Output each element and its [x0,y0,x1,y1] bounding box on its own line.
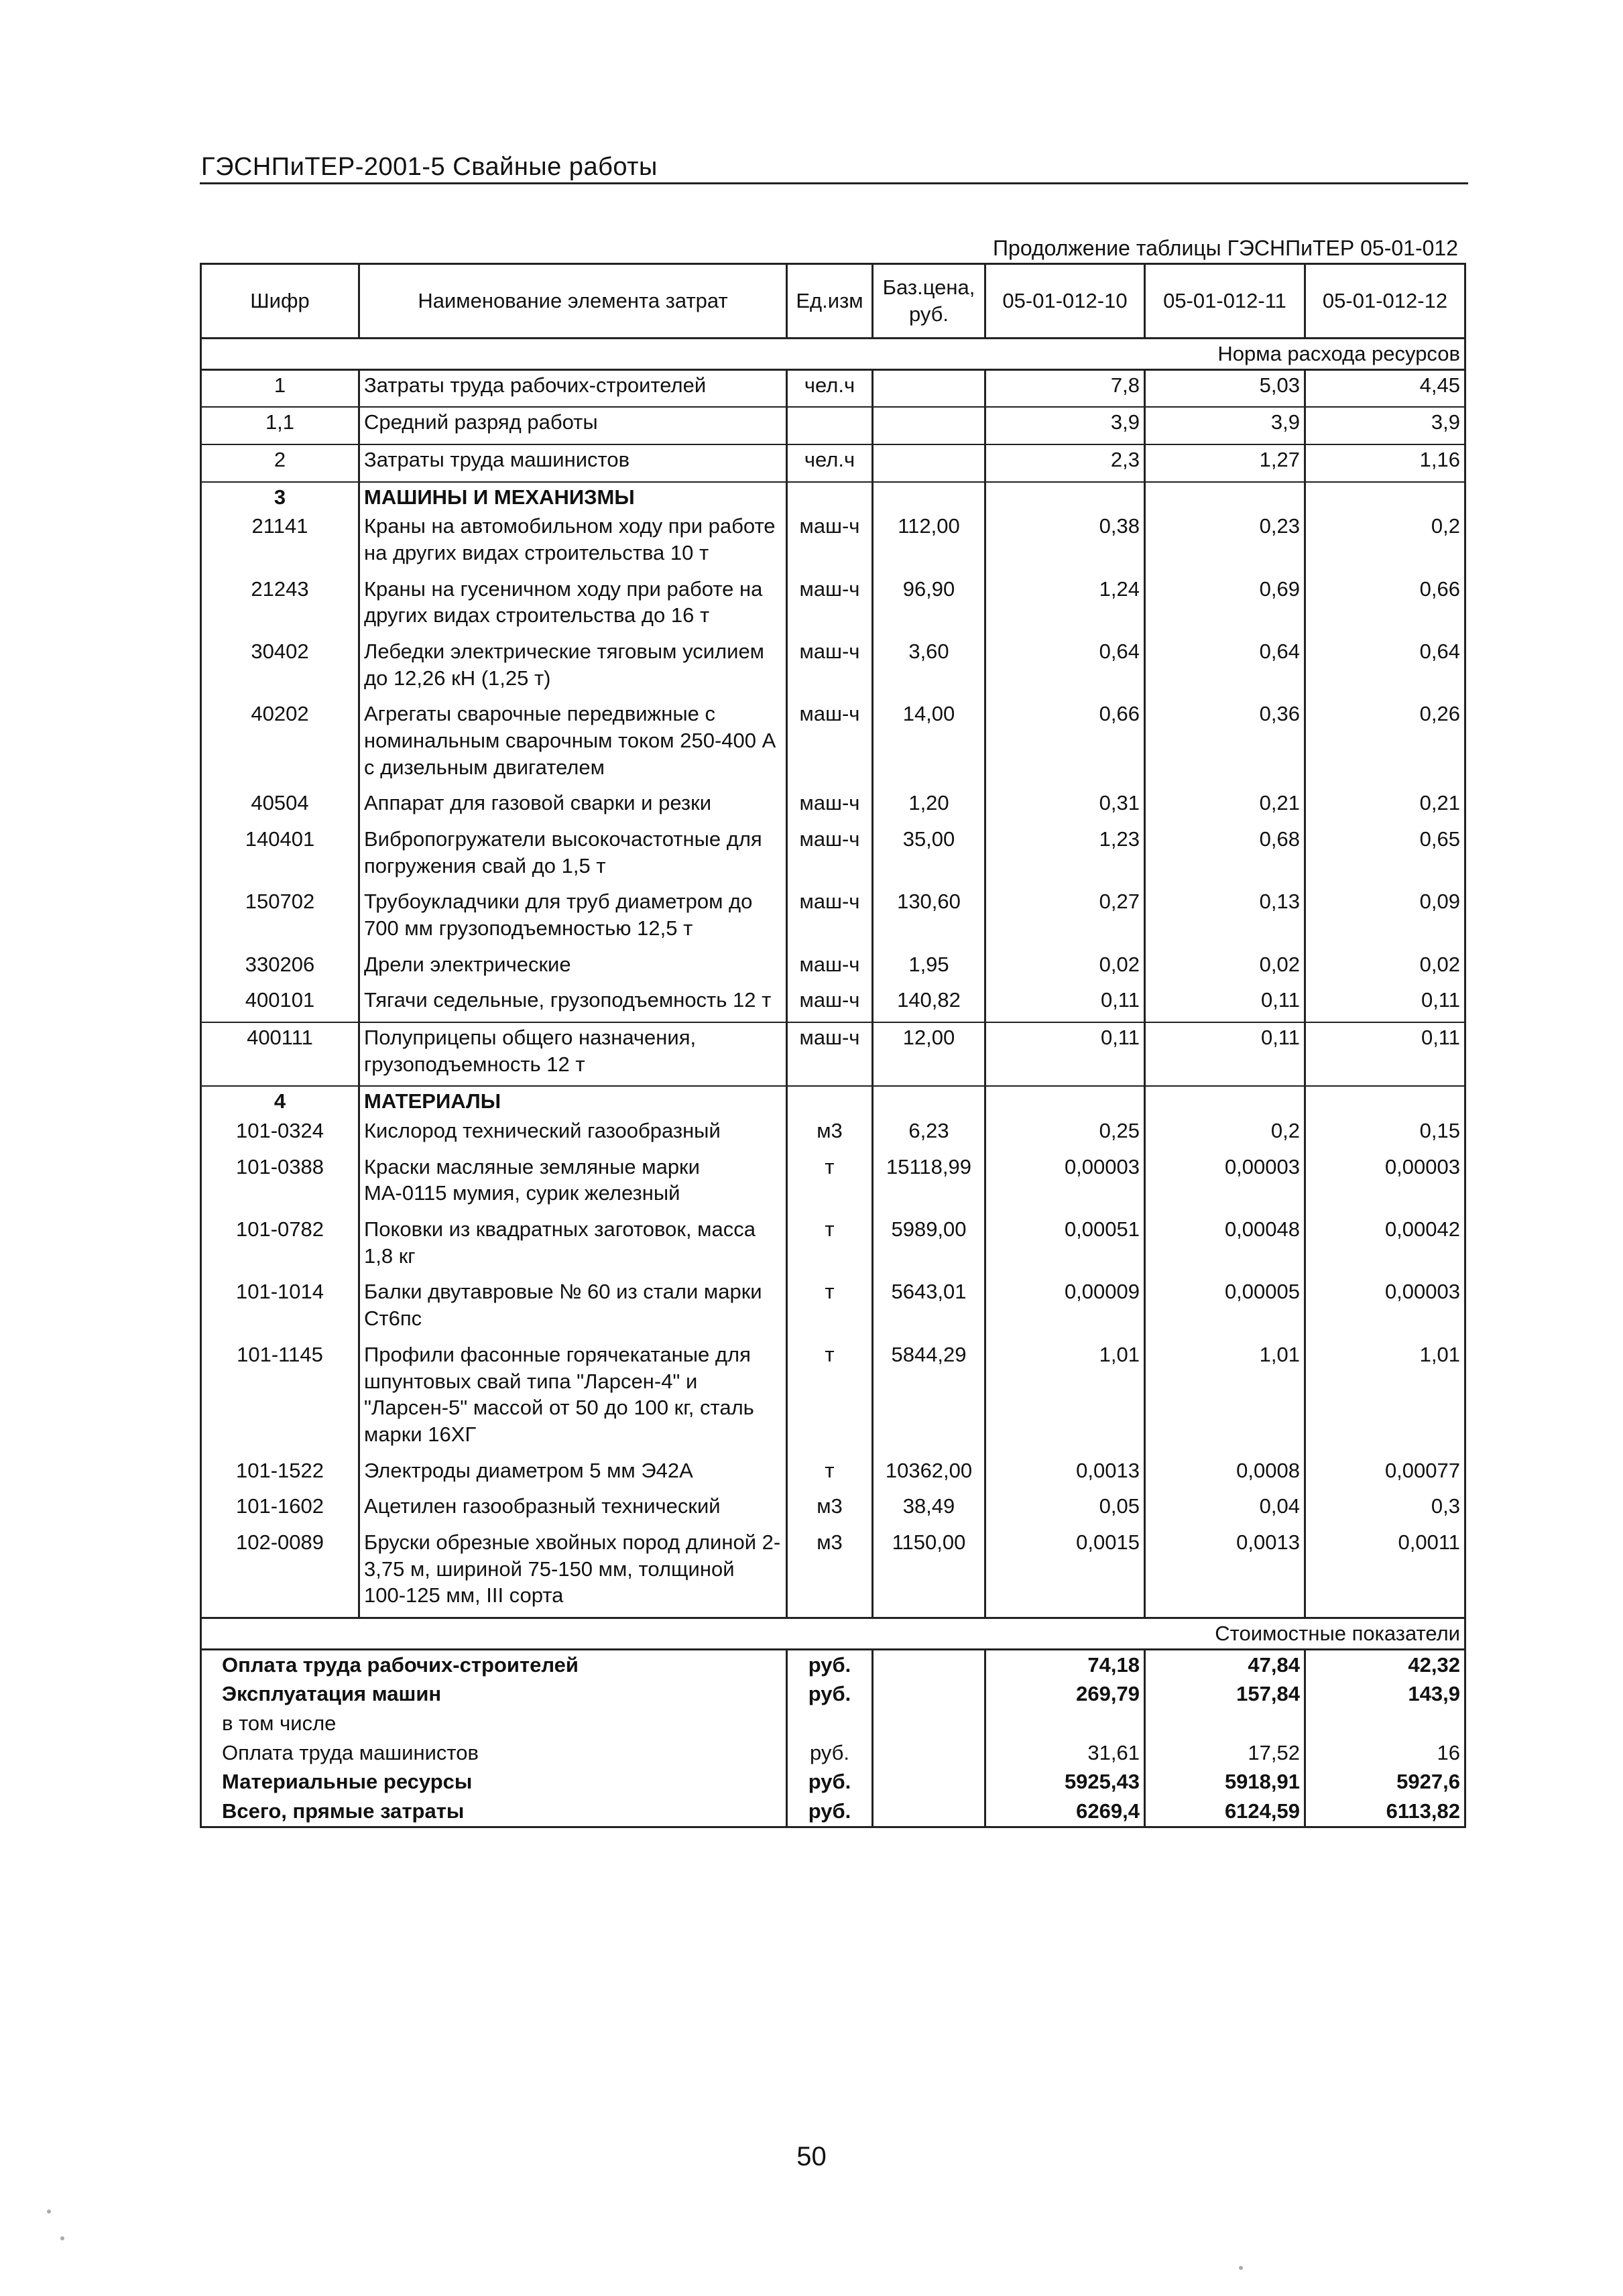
cell-v1 [985,482,1145,512]
cell-name: Профили фасонные горячекатаные для шпунтовых свай типа "Ларсен-4" и "Ларсен-5" массой от 50 до 100 кг, сталь марки 16ХГ [359,1340,787,1456]
col-header-base-price: Баз.цена, руб. [873,264,985,339]
cell-code: 101-1145 [201,1340,359,1456]
cell-code: 40202 [201,699,359,788]
cell-v3: 0,66 [1305,575,1465,637]
cell-base-price [873,407,985,444]
cell-v1: 0,00051 [985,1215,1145,1277]
cell-v2: 0,21 [1145,788,1305,825]
cell-unit [787,482,873,512]
header-rule [200,182,1468,184]
cell-v1: 0,05 [985,1492,1145,1528]
cost-label: Всего, прямые затраты [201,1797,787,1827]
cell-name: Краны на гусеничном ходу при работе на других видах строительства до 16 т [359,575,787,637]
cost-unit: руб. [787,1649,873,1679]
table-row [201,511,1465,574]
cell-v3: 0,26 [1305,699,1465,788]
cell-v2: 3,9 [1145,407,1305,444]
cell-v3: 0,00077 [1305,1456,1465,1492]
cell-base-price [873,482,985,512]
cost-blank [873,1709,985,1738]
resource-norms-table [200,263,1466,1828]
cell-v3: 0,2 [1305,511,1465,574]
table-row [201,1215,1465,1277]
cell-name: Краски масляные земляные марки МА-0115 мумия, сурик железный [359,1152,787,1215]
cell-v1: 0,31 [985,788,1145,825]
cost-v2: 6124,59 [1145,1797,1305,1827]
cell-v3: 0,00003 [1305,1277,1465,1339]
cell-v3: 4,45 [1305,369,1465,407]
cost-v1: 6269,4 [985,1797,1145,1827]
cell-v2: 0,68 [1145,825,1305,887]
cost-title-row [201,1618,1465,1649]
cell-v2: 0,11 [1145,1022,1305,1086]
cell-v1 [985,1086,1145,1116]
cell-v1: 0,02 [985,950,1145,986]
cell-code: 4 [201,1086,359,1116]
cell-code: 330206 [201,950,359,986]
cell-base-price: 96,90 [873,575,985,637]
table-row [201,1116,1465,1152]
cell-v2: 0,36 [1145,699,1305,788]
cell-v1: 7,8 [985,369,1145,407]
cell-base-price: 6,23 [873,1116,985,1152]
cell-v1: 1,24 [985,575,1145,637]
cell-v2: 0,64 [1145,637,1305,699]
cell-unit: м3 [787,1116,873,1152]
norm-title: Норма расхода ресурсов [201,339,1465,370]
cell-v3 [1305,482,1465,512]
cell-unit: маш-ч [787,950,873,986]
table-row [201,887,1465,949]
cell-v2: 0,02 [1145,950,1305,986]
cell-v1: 0,66 [985,699,1145,788]
cell-v2: 0,13 [1145,887,1305,949]
cell-base-price [873,444,985,482]
cell-v3: 0,64 [1305,637,1465,699]
cell-name: Поковки из квадратных заготовок, масса 1,8 кг [359,1215,787,1277]
cell-unit: чел.ч [787,369,873,407]
col-header-v2: 05-01-012-11 [1145,264,1305,339]
cell-v2: 0,0008 [1145,1456,1305,1492]
cell-v3: 3,9 [1305,407,1465,444]
cell-v2: 1,27 [1145,444,1305,482]
cell-v1: 1,23 [985,825,1145,887]
cell-v2: 0,11 [1145,985,1305,1022]
cost-v1: 5925,43 [985,1767,1145,1797]
cost-v3: 42,32 [1305,1649,1465,1679]
cell-name: Кислород технический газообразный [359,1116,787,1152]
table-body [201,339,1465,1827]
scan-speck [60,2236,64,2240]
cell-unit: м3 [787,1528,873,1618]
cell-base-price [873,369,985,407]
cell-code: 21141 [201,511,359,574]
cell-unit [787,1086,873,1116]
cell-v3: 0,65 [1305,825,1465,887]
scan-speck [47,2210,51,2214]
page-number: 50 [796,2142,827,2171]
cell-v2 [1145,1086,1305,1116]
cost-label: Эксплуатация машин [201,1679,787,1709]
cost-v2: 17,52 [1145,1738,1305,1768]
table-row [201,1528,1465,1618]
cell-v3: 0,00003 [1305,1152,1465,1215]
cell-v1: 2,3 [985,444,1145,482]
cell-code: 30402 [201,637,359,699]
cell-unit [787,407,873,444]
cell-unit: чел.ч [787,444,873,482]
cell-v2: 0,00003 [1145,1152,1305,1215]
cost-row [201,1797,1465,1827]
cell-v1: 1,01 [985,1340,1145,1456]
cell-unit: маш-ч [787,637,873,699]
cost-v3 [1305,1709,1465,1738]
table-row [201,1340,1465,1456]
cell-code: 3 [201,482,359,512]
cost-unit: руб. [787,1797,873,1827]
cost-label: в том числе [201,1709,787,1738]
cost-title: Стоимостные показатели [201,1618,1465,1649]
col-header-unit: Ед.изм [787,264,873,339]
cell-v3: 0,00042 [1305,1215,1465,1277]
cell-v1: 0,00009 [985,1277,1145,1339]
cell-name: Балки двутавровые № 60 из стали марки Ст6пс [359,1277,787,1339]
cell-name: Вибропогружатели высокочастотные для погружения свай до 1,5 т [359,825,787,887]
cell-v3: 1,01 [1305,1340,1465,1456]
cost-v1: 269,79 [985,1679,1145,1709]
cell-unit: маш-ч [787,985,873,1022]
col-header-code: Шифр [201,264,359,339]
cell-code: 1,1 [201,407,359,444]
cost-row [201,1649,1465,1679]
cell-unit: т [787,1456,873,1492]
cell-v1: 3,9 [985,407,1145,444]
cell-v2: 0,69 [1145,575,1305,637]
cost-v1 [985,1709,1145,1738]
cost-v3: 143,9 [1305,1679,1465,1709]
cell-name: Дрели электрические [359,950,787,986]
table-row [201,1022,1465,1086]
cell-code: 101-0388 [201,1152,359,1215]
cost-row [201,1767,1465,1797]
cell-v1: 0,64 [985,637,1145,699]
cell-name: Средний разряд работы [359,407,787,444]
cost-blank [873,1679,985,1709]
cost-v2: 47,84 [1145,1649,1305,1679]
cell-base-price: 5643,01 [873,1277,985,1339]
cell-unit: т [787,1277,873,1339]
cell-base-price: 12,00 [873,1022,985,1086]
cell-code: 101-0324 [201,1116,359,1152]
table-row [201,407,1465,444]
cell-v1: 0,11 [985,1022,1145,1086]
cell-unit: т [787,1152,873,1215]
cost-v2: 157,84 [1145,1679,1305,1709]
cell-base-price: 3,60 [873,637,985,699]
table-row [201,788,1465,825]
cell-unit: маш-ч [787,699,873,788]
cost-unit: руб. [787,1738,873,1768]
cell-unit: т [787,1215,873,1277]
cost-v1: 74,18 [985,1649,1145,1679]
table-row [201,575,1465,637]
cell-base-price: 10362,00 [873,1456,985,1492]
table-row [201,444,1465,482]
cell-code: 400111 [201,1022,359,1086]
cost-v3: 5927,6 [1305,1767,1465,1797]
cell-name: Тягачи седельные, грузоподъемность 12 т [359,985,787,1022]
section-row [201,482,1465,512]
norm-title-row [201,339,1465,370]
cell-name: МАШИНЫ И МЕХАНИЗМЫ [359,482,787,512]
cost-row [201,1738,1465,1768]
cost-unit: руб. [787,1767,873,1797]
cell-v2: 0,0013 [1145,1528,1305,1618]
cell-unit: т [787,1340,873,1456]
cost-blank [873,1738,985,1768]
cell-base-price: 112,00 [873,511,985,574]
cell-name: Бруски обрезные хвойных пород длиной 2-3,75 м, шириной 75-150 мм, толщиной 100-125 мм, III сорта [359,1528,787,1618]
cell-unit: маш-ч [787,887,873,949]
cell-v1: 0,0015 [985,1528,1145,1618]
table-row [201,1492,1465,1528]
cell-v1: 0,11 [985,985,1145,1022]
table-row [201,825,1465,887]
cell-code: 101-1014 [201,1277,359,1339]
cell-base-price [873,1086,985,1116]
table-row [201,369,1465,407]
cell-code: 101-0782 [201,1215,359,1277]
table-continuation-note: Продолжение таблицы ГЭСНПиТЕР 05-01-012 [993,236,1458,260]
cell-base-price: 1,20 [873,788,985,825]
cost-unit: руб. [787,1679,873,1709]
cell-name: Аппарат для газовой сварки и резки [359,788,787,825]
cell-unit: маш-ч [787,1022,873,1086]
cell-name: Затраты труда машинистов [359,444,787,482]
cell-code: 140401 [201,825,359,887]
cell-base-price: 1150,00 [873,1528,985,1618]
table-row [201,637,1465,699]
cost-unit [787,1709,873,1738]
table-row [201,1152,1465,1215]
cost-v1: 31,61 [985,1738,1145,1768]
col-header-v3: 05-01-012-12 [1305,264,1465,339]
cell-name: Лебедки электрические тяговым усилием до 12,26 кН (1,25 т) [359,637,787,699]
cell-code: 400101 [201,985,359,1022]
cell-v2: 0,2 [1145,1116,1305,1152]
cell-v3: 0,0011 [1305,1528,1465,1618]
table-row [201,985,1465,1022]
table-row [201,1456,1465,1492]
cell-v3: 0,21 [1305,788,1465,825]
cell-base-price: 5989,00 [873,1215,985,1277]
cell-base-price: 5844,29 [873,1340,985,1456]
cell-base-price: 14,00 [873,699,985,788]
scan-speck [1239,2266,1243,2270]
cell-v1: 0,38 [985,511,1145,574]
cost-row [201,1709,1465,1738]
cell-unit: м3 [787,1492,873,1528]
cost-blank [873,1797,985,1827]
cost-v2 [1145,1709,1305,1738]
col-header-v1: 05-01-012-10 [985,264,1145,339]
cost-blank [873,1649,985,1679]
cell-v3: 0,11 [1305,985,1465,1022]
cell-base-price: 1,95 [873,950,985,986]
cell-v2: 0,23 [1145,511,1305,574]
cell-v1: 0,00003 [985,1152,1145,1215]
cell-base-price: 140,82 [873,985,985,1022]
cell-code: 21243 [201,575,359,637]
section-row [201,1086,1465,1116]
cell-v1: 0,0013 [985,1456,1145,1492]
cell-v2: 1,01 [1145,1340,1305,1456]
cell-unit: маш-ч [787,825,873,887]
cell-code: 40504 [201,788,359,825]
cell-code: 101-1602 [201,1492,359,1528]
cell-base-price: 38,49 [873,1492,985,1528]
cell-v3: 0,09 [1305,887,1465,949]
cell-code: 1 [201,369,359,407]
table-row [201,699,1465,788]
cell-v3: 0,3 [1305,1492,1465,1528]
cell-base-price: 15118,99 [873,1152,985,1215]
cell-code: 2 [201,444,359,482]
cell-name: Полуприцепы общего назначения, грузоподъемность 12 т [359,1022,787,1086]
cell-v1: 0,27 [985,887,1145,949]
cost-v3: 16 [1305,1738,1465,1768]
table-row [201,950,1465,986]
cell-v3 [1305,1086,1465,1116]
cell-name: Агрегаты сварочные передвижные с номинальным сварочным током 250-400 А с дизельным двигателем [359,699,787,788]
cell-base-price: 130,60 [873,887,985,949]
cost-v3: 6113,82 [1305,1797,1465,1827]
cost-v2: 5918,91 [1145,1767,1305,1797]
cell-name: Трубоукладчики для труб диаметром до 700 мм грузоподъемностью 12,5 т [359,887,787,949]
table-header-row [201,264,1465,339]
document-header: ГЭСНПиТЕР-2001-5 Свайные работы [201,153,658,181]
cell-v2 [1145,482,1305,512]
table-row [201,1277,1465,1339]
cell-code: 101-1522 [201,1456,359,1492]
cell-unit: маш-ч [787,511,873,574]
cell-code: 150702 [201,887,359,949]
cell-name: Краны на автомобильном ходу при работе на других видах строительства 10 т [359,511,787,574]
cell-v3: 0,15 [1305,1116,1465,1152]
cell-v2: 0,00005 [1145,1277,1305,1339]
cell-unit: маш-ч [787,575,873,637]
cell-code: 102-0089 [201,1528,359,1618]
cell-name: Электроды диаметром 5 мм Э42А [359,1456,787,1492]
cost-row [201,1679,1465,1709]
cell-base-price: 35,00 [873,825,985,887]
cell-v1: 0,25 [985,1116,1145,1152]
cell-v3: 0,02 [1305,950,1465,986]
cell-v2: 0,04 [1145,1492,1305,1528]
cell-name: Затраты труда рабочих-строителей [359,369,787,407]
cost-blank [873,1767,985,1797]
cell-v3: 1,16 [1305,444,1465,482]
cost-label: Оплата труда рабочих-строителей [201,1649,787,1679]
cell-unit: маш-ч [787,788,873,825]
cell-name: МАТЕРИАЛЫ [359,1086,787,1116]
cost-label: Материальные ресурсы [201,1767,787,1797]
cost-label: Оплата труда машинистов [201,1738,787,1768]
col-header-name: Наименование элемента затрат [359,264,787,339]
cell-v2: 0,00048 [1145,1215,1305,1277]
cell-name: Ацетилен газообразный технический [359,1492,787,1528]
cell-v2: 5,03 [1145,369,1305,407]
cell-v3: 0,11 [1305,1022,1465,1086]
